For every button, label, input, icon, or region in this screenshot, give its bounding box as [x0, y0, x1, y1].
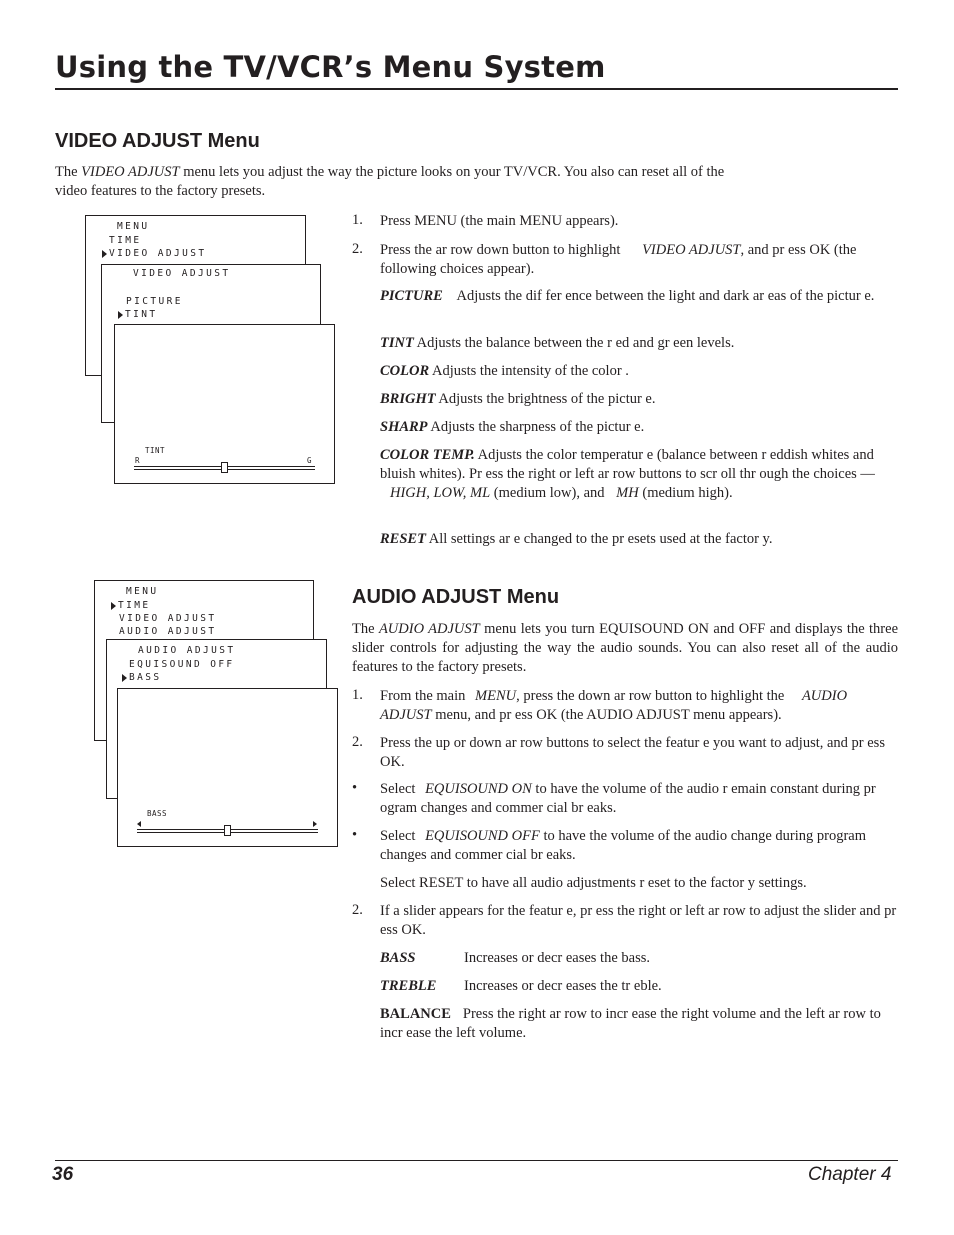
bullet: •	[352, 780, 358, 796]
audio-bullet-equisound-on: Select EQUISOUND ON to have the volume of the audio r emain constant during pr ogram changes and commer cial br eaks.	[380, 781, 876, 816]
term-tint: TINT Adjusts the balance between the r ed and gr een levels.	[380, 335, 735, 351]
osd-selector-arrow-icon	[122, 674, 127, 682]
audio-reset-note: Select RESET to have all audio adjustments r eset to the factor y settings.	[380, 875, 807, 891]
osd-menu-item-video-adjust: VIDEO ADJUST	[102, 248, 206, 259]
term-bass: BASS Increases or decr eases the bass.	[380, 950, 650, 966]
intro-text-rest: menu lets you adjust the way the picture looks on your TV/VCR. You also can reset all of the video features to the factory presets.	[55, 164, 725, 199]
osd-selector-arrow-icon	[118, 311, 123, 319]
osd-item-picture: PICTURE	[126, 296, 183, 307]
osd-selector-arrow-icon	[102, 250, 107, 258]
step-number: 2.	[352, 902, 363, 918]
osd-slider-label: BASS	[147, 809, 168, 818]
audio-step-2: Press the up or down ar row buttons to select the featur e you want to adjust, and pr ess OK.	[380, 735, 885, 770]
osd-video-adjust-title: VIDEO ADJUST	[133, 268, 231, 279]
osd-audio-adjust-title: AUDIO ADJUST	[138, 645, 236, 656]
osd-slider-left-label: R	[135, 456, 141, 465]
video-adjust-intro	[55, 163, 760, 201]
page-number: 36	[52, 1164, 74, 1185]
osd-bass-slider-screen	[117, 688, 338, 847]
osd-menu-item-time: TIME	[109, 235, 142, 246]
page-title: Using the TV/VCR’s Menu System	[55, 50, 606, 84]
term-color-temp: COLOR TEMP. Adjusts the color temperatur e (balance between r eddish whites and bluish whites). Pr ess the right or left ar row buttons to scr oll thr ough the choices — HIGH, LOW, ML (medium low), and MH (medium high).	[380, 447, 875, 501]
chapter-label: Chapter 4	[808, 1164, 892, 1185]
osd-slider-label: TINT	[145, 446, 166, 455]
term-bright: BRIGHT Adjusts the brightness of the pictur e.	[380, 391, 656, 407]
term-reset: RESET All settings ar e changed to the pr esets used at the factor y.	[380, 531, 773, 547]
osd-selector-arrow-icon	[111, 602, 116, 610]
intro-text: The	[55, 164, 82, 180]
intro-menu-name: VIDEO ADJUST	[81, 164, 180, 180]
osd-slider-knob	[224, 825, 231, 836]
step-number: 1.	[352, 687, 363, 703]
slider-right-arrow-icon	[313, 821, 317, 827]
osd-tint-slider-screen	[114, 324, 335, 484]
step-number: 2.	[352, 734, 363, 750]
audio-step-1: From the main MENU, press the down ar row button to highlight the AUDIO ADJUST menu, and pr ess OK (the AUDIO ADJUST menu appears).	[380, 688, 848, 723]
osd-item-bass: BASS	[122, 672, 161, 683]
osd-item-equisound: EQUISOUND OFF	[129, 659, 235, 670]
osd-menu-item-audio-adjust: AUDIO ADJUST	[119, 626, 217, 637]
audio-adjust-heading: AUDIO ADJUST Menu	[352, 586, 560, 608]
video-adjust-heading: VIDEO ADJUST Menu	[55, 130, 260, 152]
video-step-2: Press the ar row down button to highlight VIDEO ADJUST, and pr ess OK (the following choices appear).	[380, 242, 857, 277]
term-color: COLOR Adjusts the intensity of the color .	[380, 363, 629, 379]
step-number: 1.	[352, 212, 363, 228]
osd-item-tint: TINT	[118, 309, 157, 320]
osd-menu-title: MENU	[126, 586, 159, 597]
term-balance: BALANCE Press the right ar row to incr ease the right volume and the left ar row to incr ease the left volume.	[380, 1006, 881, 1041]
term-sharp: SHARP Adjusts the sharpness of the pictur e.	[380, 419, 645, 435]
osd-slider-right-label: G	[307, 456, 313, 465]
osd-menu-title: MENU	[117, 221, 150, 232]
audio-bullet-equisound-off: Select EQUISOUND OFF to have the volume of the audio change during program changes and commer cial br eaks.	[380, 828, 866, 863]
term-picture: PICTURE Adjusts the dif fer ence between the light and dark ar eas of the pictur e.	[380, 288, 875, 304]
bullet: •	[352, 827, 358, 843]
footer-rule	[55, 1160, 898, 1161]
video-step-1: Press MENU (the main MENU appears).	[380, 213, 619, 229]
term-treble: TREBLE Increases or decr eases the tr eble.	[380, 978, 662, 994]
audio-step-3: If a slider appears for the featur e, pr ess the right or left ar row to adjust the slider and pr ess OK.	[380, 903, 897, 938]
osd-slider-knob	[221, 462, 228, 473]
audio-adjust-intro: The AUDIO ADJUST menu lets you turn EQUISOUND ON and OFF and displays the three slider controls for adjusting the way the audio sounds. You can also reset all of the audio features to the factory presets.	[352, 621, 899, 675]
osd-menu-item-time: TIME	[111, 600, 150, 611]
step-number: 2.	[352, 241, 363, 257]
header-rule	[55, 88, 898, 90]
slider-left-arrow-icon	[137, 821, 141, 827]
osd-menu-item-video-adjust: VIDEO ADJUST	[119, 613, 217, 624]
